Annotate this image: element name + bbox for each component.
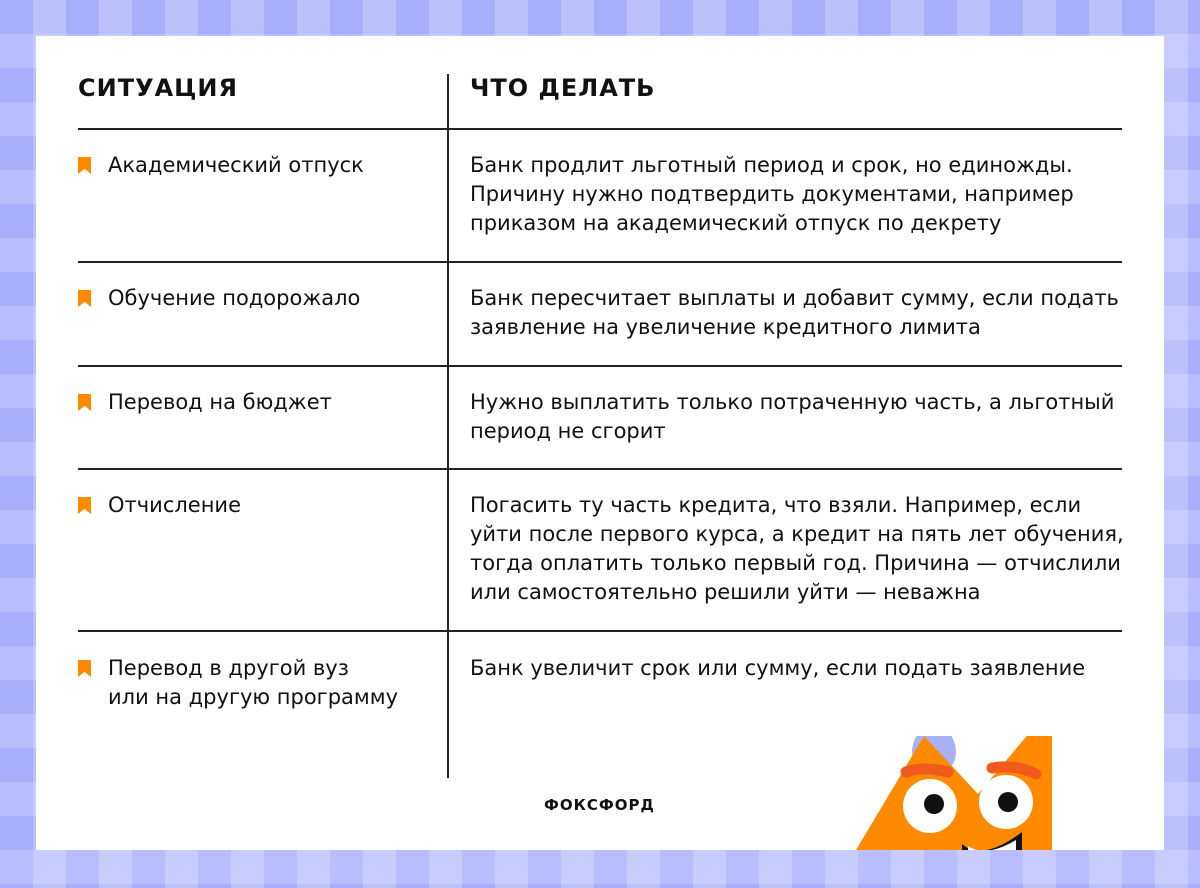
- table-header: [78, 74, 1122, 128]
- fox-mascot-icon: [856, 736, 1116, 850]
- action-cell: Банк пересчитает выплаты и добавит сумму, если подать заявление на увеличение кредитного лимита: [470, 286, 1119, 339]
- left-eyebrow: [906, 769, 948, 772]
- info-card: [36, 36, 1164, 850]
- action-cell: Банк увеличит срок или сумму, если подать заявление: [470, 656, 1086, 680]
- situation-cell: Отчисление: [108, 493, 242, 517]
- action-column-header: ЧТО ДЕЛАТЬ: [470, 74, 656, 102]
- right-pupil: [998, 792, 1018, 812]
- bookmark-icon: [78, 290, 91, 307]
- action-cell: Банк продлит льготный период и срок, но единожды. Причину нужно подтвердить документами, например приказом на академический отпуск по декрету: [470, 153, 1074, 235]
- row-divider: [78, 365, 1122, 367]
- row-divider: [78, 468, 1122, 470]
- row-divider: [78, 630, 1122, 632]
- action-cell: Погасить ту часть кредита, что взяли. Например, если уйти после первого курса, а кредит на пять лет обучения, тогда оплатить только первый год. Причина — отчислили или самостоятельно решили уйти — неважна: [470, 493, 1124, 604]
- bookmark-icon: [78, 497, 91, 514]
- brand-logo: ФОКСФОРД: [544, 796, 655, 814]
- bookmark-icon: [78, 394, 91, 411]
- row-divider: [78, 128, 1122, 130]
- left-pupil: [924, 794, 944, 814]
- bookmark-icon: [78, 660, 91, 677]
- situation-cell: Обучение подорожало: [108, 286, 361, 310]
- situation-column-header: СИТУАЦИЯ: [78, 74, 238, 102]
- action-cell: Нужно выплатить только потраченную часть, а льготный период не сгорит: [470, 390, 1115, 443]
- situation-cell: Перевод на бюджет: [108, 390, 332, 414]
- situation-cell: Академический отпуск: [108, 153, 364, 177]
- bookmark-icon: [78, 157, 91, 174]
- column-divider: [447, 74, 449, 778]
- situation-cell: Перевод в другой вуз или на другую программу: [108, 656, 399, 709]
- row-divider: [78, 261, 1122, 263]
